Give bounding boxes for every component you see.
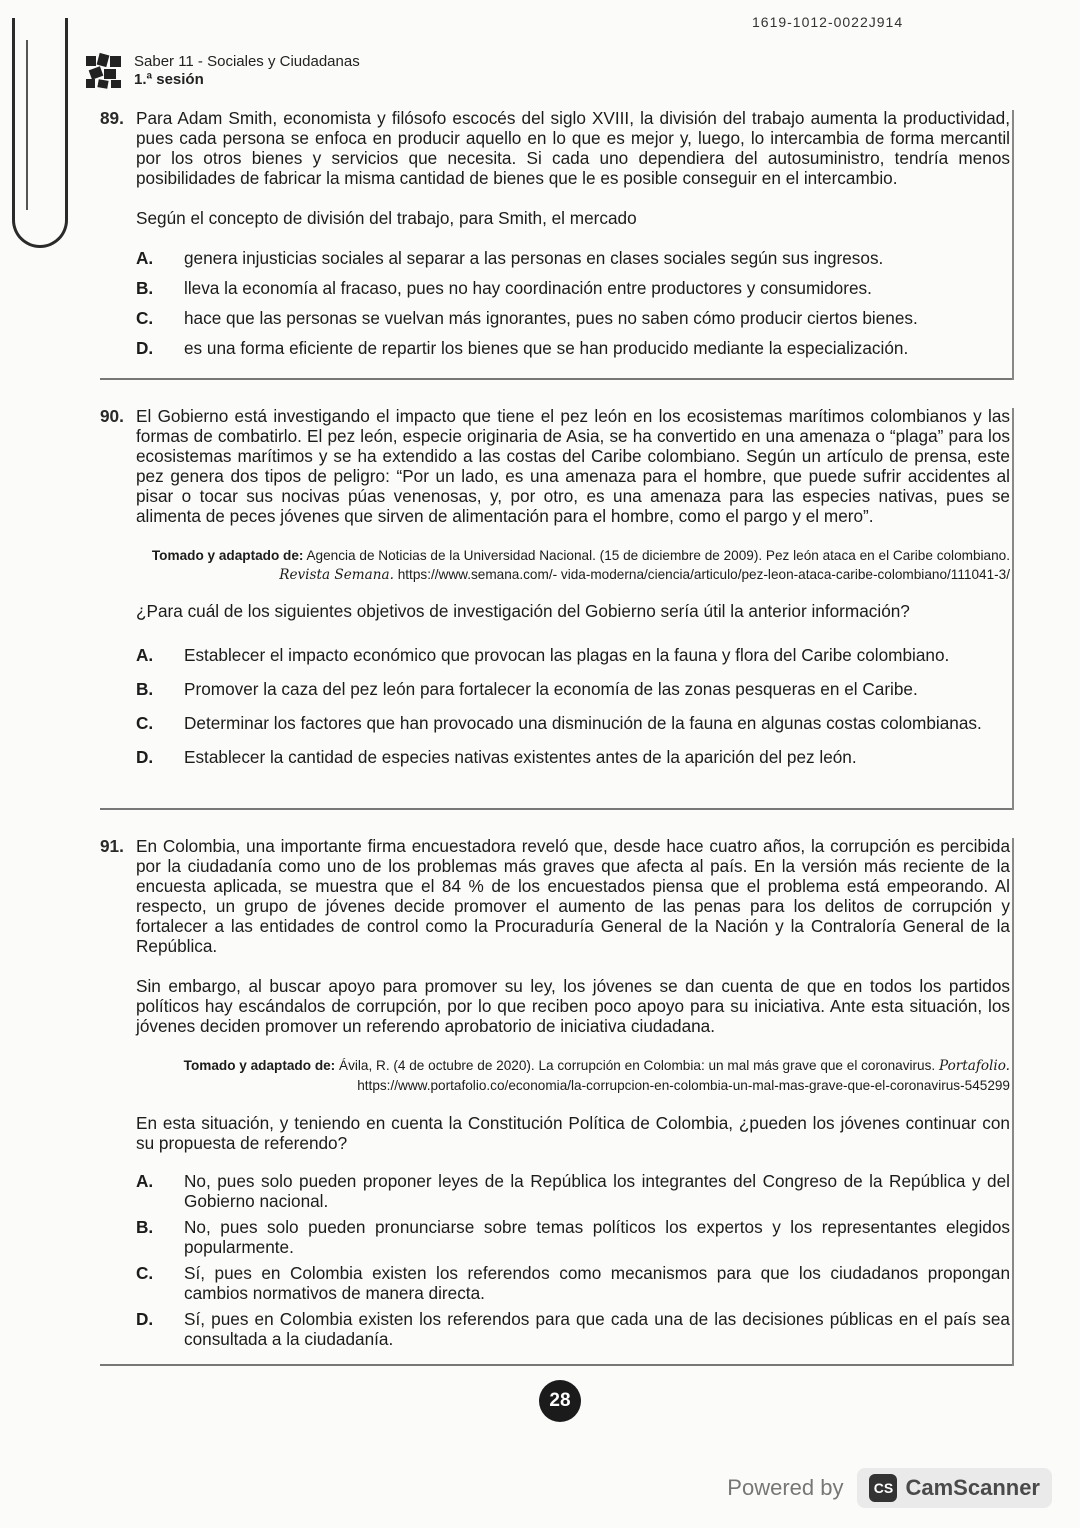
section-divider <box>100 808 1014 810</box>
powered-by-label: Powered by <box>727 1475 844 1500</box>
option-text: Determinar los factores que han provocado una disminución de la fauna en algunas costas colombianas. <box>184 713 982 733</box>
option-text: Establecer el impacto económico que provocan las plagas en la fauna y flora del Caribe colombiano. <box>184 645 950 665</box>
option-text: hace que las personas se vuelvan más ignorantes, pues no saben cómo producir ciertos bienes. <box>184 308 918 328</box>
option-b[interactable] <box>136 679 1010 699</box>
option-text: Sí, pues en Colombia existen los referendos como mecanismos para que los ciudadanos propongan cambios normativos de manera directa. <box>184 1263 1010 1303</box>
citation <box>136 546 1010 585</box>
section-border <box>1012 838 1014 1366</box>
option-letter: B. <box>136 1217 154 1237</box>
option-letter: C. <box>136 713 154 733</box>
option-a[interactable] <box>136 645 1010 665</box>
option-c[interactable] <box>136 713 1010 733</box>
question-passage: En Colombia, una importante firma encuestadora reveló que, desde hace cuatro años, la corrupción es percibida por la ciudadanía como uno de los problemas más graves que afecta al país. En la versión más reciente de la encuesta aplicada, se muestra que el 84 % de los encuestados piensa que el problema está empeorando. Al respecto, un grupo de jóvenes decide promover el aumento de las penas para los delitos de corrupción y fortalecer a las entidades de control como la Procuraduría General de la Nación y la Contraloría General de la República. <box>136 836 1010 956</box>
option-letter: D. <box>136 1309 154 1329</box>
question-89 <box>100 108 1010 358</box>
option-d[interactable] <box>136 338 1010 358</box>
option-text: genera injusticias sociales al separar a las personas en clases sociales según sus ingresos. <box>184 248 884 268</box>
option-letter: D. <box>136 338 154 358</box>
exam-header <box>84 52 360 90</box>
citation-url: https://www.semana.com/- vida-moderna/ciencia/articulo/pez-leon-ataca-caribe-colombiano/111041-3/ <box>397 567 1010 582</box>
option-text: Sí, pues en Colombia existen los referendos para que cada una de las decisiones públicas en el país sea consultada a la ciudadanía. <box>184 1309 1010 1349</box>
icfes-logo-icon <box>84 52 124 90</box>
option-text: No, pues solo pueden pronunciarse sobre temas políticos los expertos y los representantes elegidos popularmente. <box>184 1217 1010 1257</box>
citation-label: Tomado y adaptado de: <box>151 548 304 563</box>
question-91 <box>100 836 1010 1349</box>
option-a[interactable] <box>136 1171 1010 1211</box>
option-text: Establecer la cantidad de especies nativas existentes antes de la aparición del pez león. <box>184 747 857 767</box>
option-c[interactable] <box>136 308 1010 328</box>
camscanner-icon: CS <box>869 1474 897 1502</box>
option-text: es una forma eficiente de repartir los bienes que se han producido mediante la especialización. <box>184 338 909 358</box>
citation-url: https://www.portafolio.co/economia/la-corrupcion-en-colombia-un-mal-mas-grave-que-el-coronavirus-545299 <box>357 1078 1010 1093</box>
option-letter: A. <box>136 1171 154 1191</box>
option-text: No, pues solo pueden proponer leyes de la República los integrantes del Congreso de la República y del Gobierno nacional. <box>184 1171 1010 1211</box>
question-passage: Para Adam Smith, economista y filósofo escocés del siglo XVIII, la división del trabajo aumenta la productividad, pues cada persona se enfoca en producir aquello en lo que es mejor y, luego, lo intercambia de forma mercantil por los otros bienes y servicios que necesita. Si cada uno dependiera del autosuministro, tendría menos posibilidades de fabricar la misma cantidad de bienes que le es posible conseguir en el intercambio. <box>136 108 1010 188</box>
question-number: 91. <box>100 836 124 856</box>
option-b[interactable] <box>136 1217 1010 1257</box>
citation-reference: Ávila, R. (4 de octubre de 2020). La corrupción en Colombia: un mal más grave que el coronavirus. <box>339 1058 936 1073</box>
option-d[interactable] <box>136 747 1010 767</box>
paper-clip <box>12 18 68 248</box>
camscanner-badge <box>857 1468 1052 1508</box>
option-letter: D. <box>136 747 154 767</box>
option-letter: C. <box>136 308 154 328</box>
option-b[interactable] <box>136 278 1010 298</box>
camscanner-brand: CamScanner <box>905 1475 1040 1500</box>
section-border <box>1012 110 1014 380</box>
question-stem: Según el concepto de división del trabajo, para Smith, el mercado <box>136 208 637 228</box>
option-text: Promover la caza del pez león para fortalecer la economía de las zonas pesqueras en el Caribe. <box>184 679 918 699</box>
question-number: 90. <box>100 406 124 426</box>
option-text: lleva la economía al fracaso, pues no hay coordinación entre productores y consumidores. <box>184 278 872 298</box>
option-d[interactable] <box>136 1309 1010 1349</box>
citation-source: Portafolio. <box>938 1058 1010 1074</box>
question-passage: Sin embargo, al buscar apoyo para promover su ley, los jóvenes se dan cuenta de que en todos los partidos políticos hay escándalos de corrupción, por lo que reciben poco apoyo para su iniciativa. Ante esta situación, los jóvenes deciden promover un referendo aprobatorio de iniciativa ciudadana. <box>136 976 1010 1036</box>
citation-source: Revista Semana. <box>279 567 394 583</box>
option-letter: C. <box>136 1263 154 1283</box>
exam-title: Saber 11 - Sociales y Ciudadanas <box>134 53 360 70</box>
question-passage: El Gobierno está investigando el impacto que tiene el pez león en los ecosistemas marítimos colombianos y las formas de combatirlo. El pez león, especie originaria de Asia, se ha convertido en una amenaza o “plaga” para los ecosistemas marítimos y se ha extendido a las costas del Caribe colombiano. Según un artículo de prensa, este pez genera dos tipos de peligro: “Por un lado, es una amenaza para el hombre, que puede sufrir accidentes al pisar o tocar sus nocivas púas venenosas, y, por otro, es una amenaza para las especies nativas, pues se alimenta de peces jóvenes que sirven de alimentación para el hombre, como el pargo y el mero”. <box>136 406 1010 526</box>
section-divider <box>100 378 1014 380</box>
option-a[interactable] <box>136 248 1010 268</box>
option-letter: B. <box>136 679 154 699</box>
question-90 <box>100 406 1010 767</box>
question-stem: ¿Para cuál de los siguientes objetivos de investigación del Gobierno sería útil la anterior información? <box>136 601 910 621</box>
section-divider <box>100 1364 1014 1366</box>
page-number: 28 <box>539 1380 581 1422</box>
option-letter: B. <box>136 278 154 298</box>
option-letter: A. <box>136 248 154 268</box>
citation-reference: Agencia de Noticias de la Universidad Nacional. (15 de diciembre de 2009). Pez león ataca en el Caribe colombiano. <box>306 548 1010 563</box>
option-c[interactable] <box>136 1263 1010 1303</box>
document-code: 1619-1012-0022J914 <box>752 14 904 30</box>
option-letter: A. <box>136 645 154 665</box>
exam-session: 1.ª sesión <box>134 71 204 88</box>
paper-clip-inner <box>26 40 28 210</box>
citation <box>136 1056 1010 1095</box>
question-number: 89. <box>100 108 124 128</box>
question-stem: En esta situación, y teniendo en cuenta la Constitución Política de Colombia, ¿pueden los jóvenes continuar con su propuesta de referendo? <box>136 1113 1010 1153</box>
scanner-watermark <box>727 1468 1052 1508</box>
section-border <box>1012 408 1014 810</box>
citation-label: Tomado y adaptado de: <box>183 1058 336 1073</box>
